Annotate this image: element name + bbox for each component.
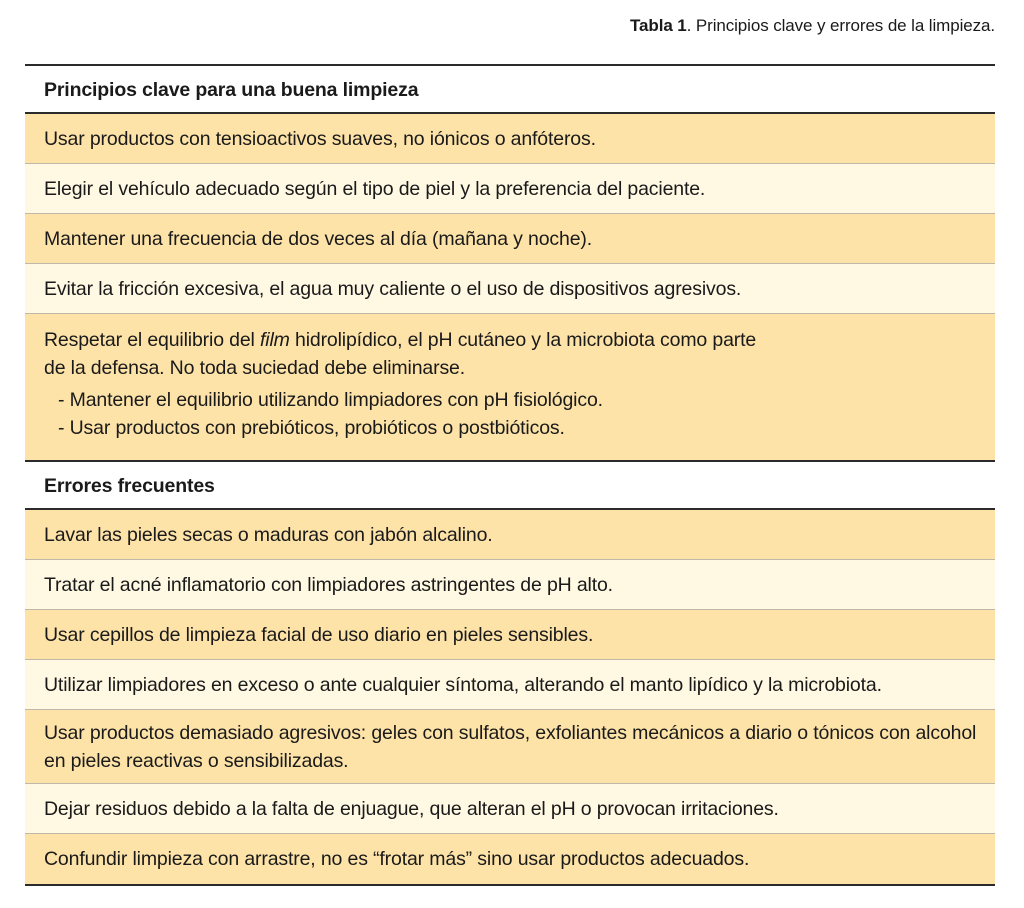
row-text-line1 xyxy=(44,326,756,354)
bullet-list xyxy=(44,386,756,442)
table-row xyxy=(25,264,995,314)
principles-header: Principios clave para una buena limpieza xyxy=(25,66,995,114)
row-text: Tratar el acné inflamatorio con limpiadores astringentes de pH alto. xyxy=(44,573,613,596)
table-row xyxy=(25,314,995,460)
row-text-part: hidrolipídico, el pH cutáneo y la microbiota como parte xyxy=(289,329,757,351)
table-row xyxy=(25,164,995,214)
row-text-part: Respetar el equilibrio del xyxy=(44,329,260,351)
table-row xyxy=(25,114,995,164)
row-text: Elegir el vehículo adecuado según el tipo de piel y la preferencia del paciente. xyxy=(44,177,706,200)
row-text: Usar productos demasiado agresivos: geles con sulfatos, exfoliantes mecánicos a diario o tónicos con alcohol en pieles reactivas o sensibilizadas. xyxy=(44,721,977,772)
row-text: Confundir limpieza con arrastre, no es “frotar más” sino usar productos adecuados. xyxy=(44,848,750,870)
table-caption xyxy=(630,16,995,36)
table-row xyxy=(25,610,995,660)
row-text-italic: film xyxy=(260,329,290,351)
caption-text: . Principios clave y errores de la limpieza. xyxy=(686,16,995,35)
table-row xyxy=(25,784,995,834)
table-row xyxy=(25,710,995,784)
row-text: Usar cepillos de limpieza facial de uso diario en pieles sensibles. xyxy=(44,623,594,646)
table-row xyxy=(25,214,995,264)
row-text: Dejar residuos debido a la falta de enjuague, que alteran el pH o provocan irritaciones. xyxy=(44,797,779,820)
row-text: Utilizar limpiadores en exceso o ante cualquier síntoma, alterando el manto lipídico y la microbiota. xyxy=(44,673,882,696)
table-row xyxy=(25,834,995,884)
row-text-line2: de la defensa. No toda suciedad debe eliminarse. xyxy=(44,357,466,379)
caption-label: Tabla 1 xyxy=(630,16,687,35)
row-text: Evitar la fricción excesiva, el agua muy caliente o el uso de dispositivos agresivos. xyxy=(44,277,742,300)
bullet-item: - Mantener el equilibrio utilizando limpiadores con pH fisiológico. xyxy=(58,389,603,411)
row-text: Lavar las pieles secas o maduras con jabón alcalino. xyxy=(44,523,493,546)
cleansing-table xyxy=(25,64,995,886)
errors-header: Errores frecuentes xyxy=(25,460,995,510)
table-row xyxy=(25,560,995,610)
table-row xyxy=(25,510,995,560)
row-text: Mantener una frecuencia de dos veces al día (mañana y noche). xyxy=(44,227,593,250)
row-text: Usar productos con tensioactivos suaves, no iónicos o anfóteros. xyxy=(44,127,596,150)
bullet-item: - Usar productos con prebióticos, probióticos o postbióticos. xyxy=(58,417,565,439)
table-row xyxy=(25,660,995,710)
